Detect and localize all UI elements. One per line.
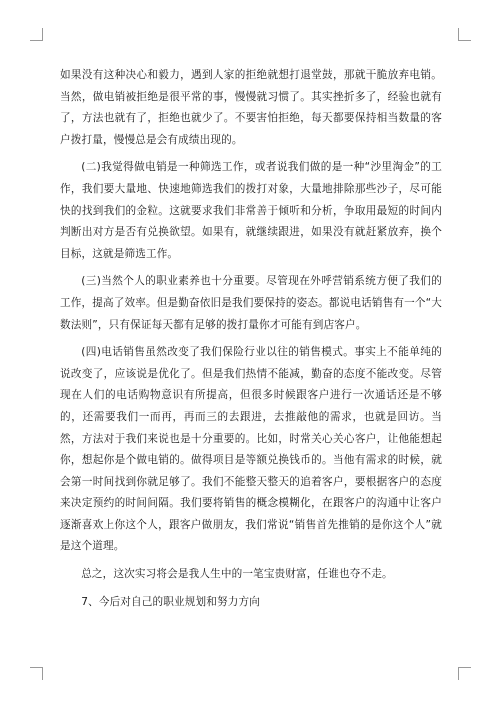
paragraph-conclusion: 总之，这次实习将会是我人生中的一笔宝贵财富，任谁也夺不走。 — [81, 568, 393, 581]
paragraph-point-4: (四)电话销售虽然改变了我们保险行业以往的销售模式。事实上不能单纯的说改变了，应该说是优化了。但是我们热情不能减，勤奋的态度不能改变。尽管现在人们的电话购物意识有所提高，但很多时候跟客户进行一次通话还是不够的，还需要我们一而再，再而三的去跟进，去推敲他的需求，也就是回访。当然，方法对于我们来说也是十分重要的。比如，时常关心关心客户，让他能想起你，想起你是个做电销的。做得项目是等额兑换钱币的。当他有需求的时候，就会第一时间找到你就足够了。我们不能整天整天的追着客户，要根据客户的态度来决定预约的时间间隔。我们要将销售的概念模糊化，在跟客户的沟通中让客户逐渐喜欢上你这个人，跟客户做朋友，我们常说“销售首先推销的是你这个人”就是这个道理。 — [60, 346, 442, 553]
crop-mark-bottom-right — [458, 667, 471, 680]
crop-mark-top-left — [30, 28, 43, 41]
crop-mark-top-right — [458, 28, 471, 41]
paragraph-point-3: (三)当然个人的职业素养也十分重要。尽管现在外呼营销系统方便了我们的工作，提高了效率。但是勤奋依旧是我们要保持的姿态。都说电话销售有一个“大数法则”，只有保证每天都有足够的拨打量你才可能有到店客户。 — [60, 275, 442, 331]
crop-mark-bottom-left — [30, 667, 43, 680]
paragraph-point-2: (二)我觉得做电销是一种筛选工作，或者说我们做的是一种“沙里淘金”的工作，我们要大量地、快速地筛选我们的拨打对象，大量地排除那些沙子，尽可能快的找到我们的金粒。这就要求我们非常善于倾听和分析，争取用最短的时间内判断出对方是否有兑换欲望。如果有，就继续跟进，如果没有就赶紧放弃，换个目标，这就是筛选工作。 — [60, 161, 442, 260]
section-heading-7: 7、今后对自己的职业规划和努力方向 — [81, 595, 260, 608]
paragraph-continuation: 如果没有这种决心和毅力，遇到人家的拒绝就想打退堂鼓，那就干脆放弃电销。当然，做电销被拒绝是很平常的事，慢慢就习惯了。其实挫折多了，经验也就有了，方法也就有了，拒绝也就少了。不要害怕拒绝，每天都要保持相当数量的客户拨打量，慢慢总是会有成绩出现的。 — [60, 69, 442, 146]
document-body — [60, 65, 442, 613]
